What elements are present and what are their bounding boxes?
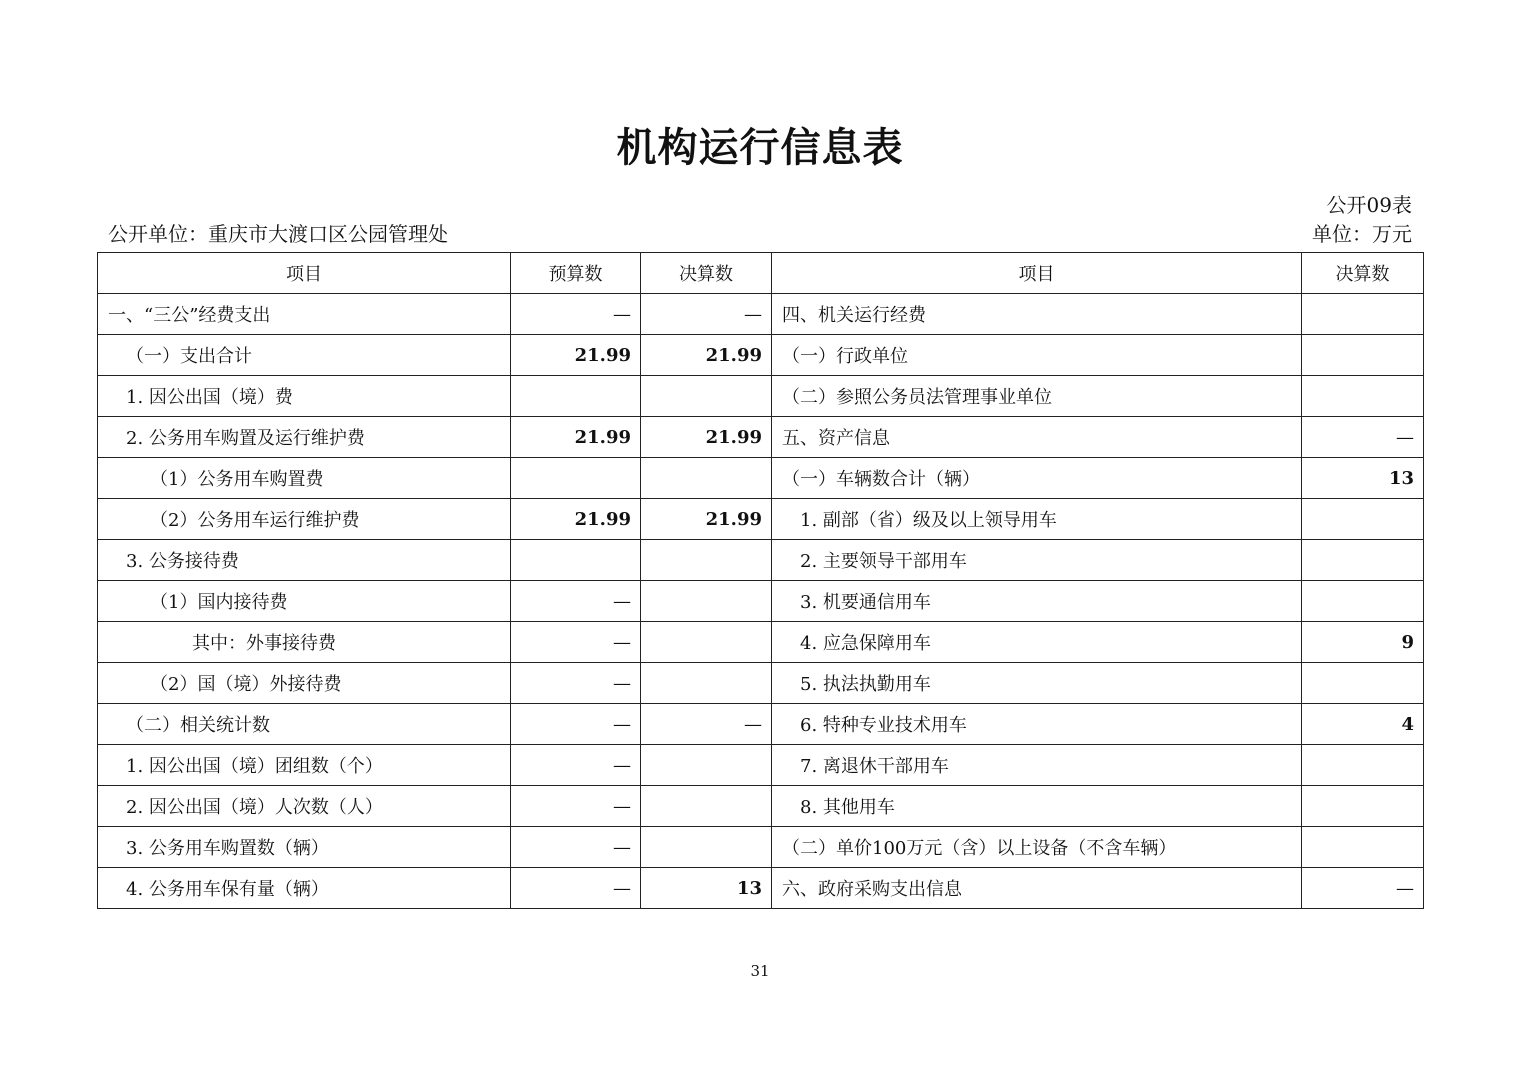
budget-cell: 21.99 (511, 499, 641, 540)
budget-cell: — (511, 663, 641, 704)
budget-cell: 21.99 (511, 335, 641, 376)
final-cell (641, 540, 772, 581)
budget-cell: — (511, 786, 641, 827)
right-item-cell: 3. 机要通信用车 (772, 581, 1302, 622)
left-item-cell: 2. 因公出国（境）人次数（人） (98, 786, 511, 827)
final-cell (641, 745, 772, 786)
right-final-cell (1302, 294, 1424, 335)
left-item-cell: 1. 因公出国（境）费 (98, 376, 511, 417)
left-item-cell: 2. 公务用车购置及运行维护费 (98, 417, 511, 458)
final-cell (641, 622, 772, 663)
final-cell (641, 786, 772, 827)
table-row (98, 868, 1424, 909)
page-title: 机构运行信息表 (616, 125, 904, 171)
right-item-cell: 五、资产信息 (772, 417, 1302, 458)
right-final-cell: 13 (1302, 458, 1424, 499)
reporting-organization: 公开单位：重庆市大渡口区公园管理处 (108, 222, 448, 246)
budget-cell: — (511, 827, 641, 868)
left-item-cell: 其中：外事接待费 (98, 622, 511, 663)
table-row (98, 458, 1424, 499)
header-item-right: 项目 (772, 253, 1302, 294)
final-cell: 21.99 (641, 335, 772, 376)
right-item-cell: 四、机关运行经费 (772, 294, 1302, 335)
final-cell (641, 827, 772, 868)
left-item-cell: （1）公务用车购置费 (98, 458, 511, 499)
final-cell (641, 581, 772, 622)
left-item-cell: 1. 因公出国（境）团组数（个） (98, 745, 511, 786)
right-final-cell (1302, 335, 1424, 376)
final-cell (641, 458, 772, 499)
budget-cell: — (511, 294, 641, 335)
left-item-cell: （二）相关统计数 (98, 704, 511, 745)
budget-cell: 21.99 (511, 417, 641, 458)
right-final-cell: 9 (1302, 622, 1424, 663)
header-budget: 预算数 (511, 253, 641, 294)
right-item-cell: 4. 应急保障用车 (772, 622, 1302, 663)
final-cell: 13 (641, 868, 772, 909)
table-row (98, 827, 1424, 868)
right-item-cell: 六、政府采购支出信息 (772, 868, 1302, 909)
table-row (98, 581, 1424, 622)
right-item-cell: （一）车辆数合计（辆） (772, 458, 1302, 499)
currency-unit: 单位：万元 (1312, 222, 1412, 246)
table-row (98, 335, 1424, 376)
left-item-cell: （2）公务用车运行维护费 (98, 499, 511, 540)
table-row (98, 540, 1424, 581)
left-item-cell: 3. 公务接待费 (98, 540, 511, 581)
budget-cell (511, 540, 641, 581)
right-item-cell: 5. 执法执勤用车 (772, 663, 1302, 704)
right-final-cell: — (1302, 417, 1424, 458)
budget-cell (511, 376, 641, 417)
header-final-right: 决算数 (1302, 253, 1424, 294)
table-row (98, 663, 1424, 704)
budget-cell: — (511, 622, 641, 663)
left-item-cell: （一）支出合计 (98, 335, 511, 376)
right-final-cell (1302, 581, 1424, 622)
right-final-cell (1302, 540, 1424, 581)
right-final-cell (1302, 376, 1424, 417)
right-item-cell: 7. 离退休干部用车 (772, 745, 1302, 786)
right-final-cell (1302, 827, 1424, 868)
budget-cell: — (511, 581, 641, 622)
left-item-cell: （2）国（境）外接待费 (98, 663, 511, 704)
right-item-cell: 1. 副部（省）级及以上领导用车 (772, 499, 1302, 540)
budget-cell: — (511, 868, 641, 909)
final-cell (641, 663, 772, 704)
right-item-cell: 6. 特种专业技术用车 (772, 704, 1302, 745)
right-item-cell: 2. 主要领导干部用车 (772, 540, 1302, 581)
final-cell: 21.99 (641, 499, 772, 540)
budget-cell (511, 458, 641, 499)
right-final-cell (1302, 663, 1424, 704)
final-cell: 21.99 (641, 417, 772, 458)
budget-cell: — (511, 745, 641, 786)
right-final-cell: 4 (1302, 704, 1424, 745)
table-row (98, 745, 1424, 786)
right-final-cell (1302, 499, 1424, 540)
right-final-cell (1302, 745, 1424, 786)
final-cell: — (641, 294, 772, 335)
table-row (98, 786, 1424, 827)
left-item-cell: 3. 公务用车购置数（辆） (98, 827, 511, 868)
table-row (98, 704, 1424, 745)
right-item-cell: （一）行政单位 (772, 335, 1302, 376)
table-row (98, 499, 1424, 540)
page-number: 31 (750, 962, 770, 980)
institution-operation-table (97, 252, 1424, 909)
table-row (98, 622, 1424, 663)
right-item-cell: 8. 其他用车 (772, 786, 1302, 827)
right-item-cell: （二）参照公务员法管理事业单位 (772, 376, 1302, 417)
table-number: 公开09表 (1326, 193, 1412, 217)
table-row (98, 417, 1424, 458)
right-final-cell: — (1302, 868, 1424, 909)
left-item-cell: 一、“三公”经费支出 (98, 294, 511, 335)
left-item-cell: 4. 公务用车保有量（辆） (98, 868, 511, 909)
table-row (98, 294, 1424, 335)
budget-cell: — (511, 704, 641, 745)
right-final-cell (1302, 786, 1424, 827)
final-cell: — (641, 704, 772, 745)
right-item-cell: （二）单价100万元（含）以上设备（不含车辆） (772, 827, 1302, 868)
table-row (98, 376, 1424, 417)
final-cell (641, 376, 772, 417)
header-item-left: 项目 (98, 253, 511, 294)
header-final-left: 决算数 (641, 253, 772, 294)
left-item-cell: （1）国内接待费 (98, 581, 511, 622)
table-header-row (98, 253, 1424, 294)
